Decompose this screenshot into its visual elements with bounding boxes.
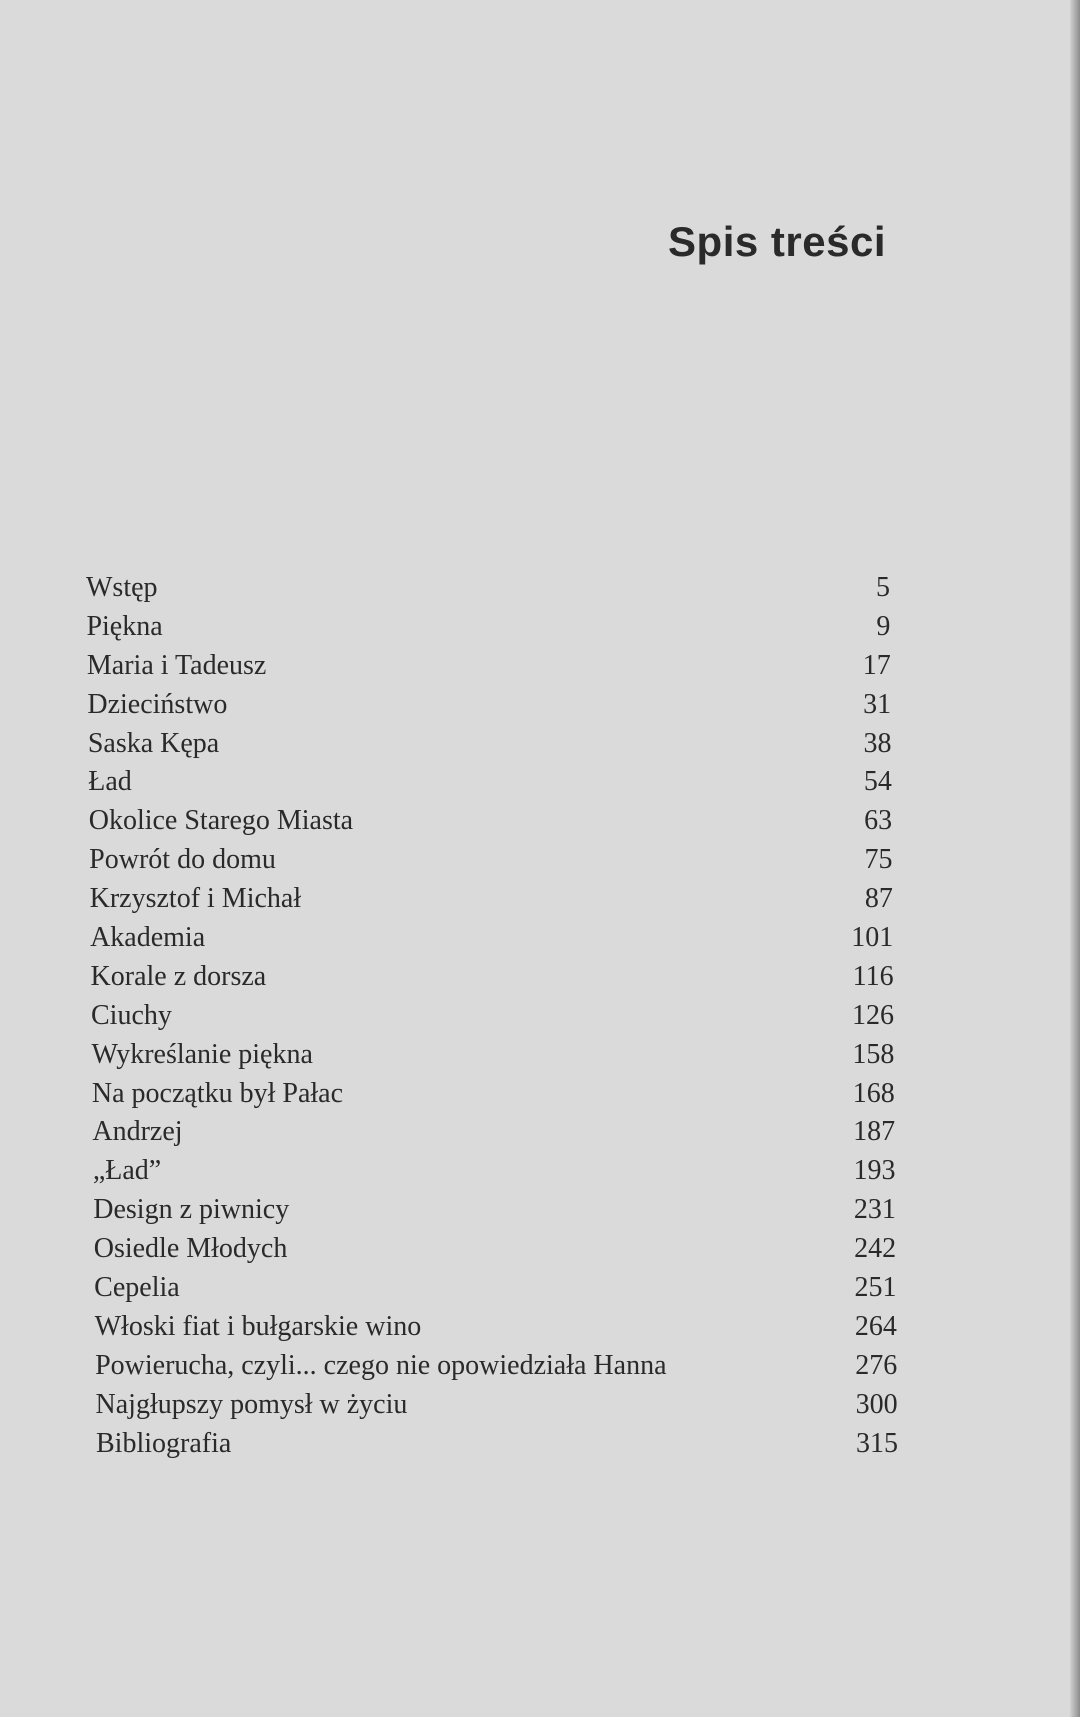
toc-entry-page-number: 54 — [863, 766, 892, 798]
toc-entry — [0, 611, 1080, 650]
toc-entry-page-number: 126 — [852, 999, 894, 1031]
toc-entry — [0, 844, 1080, 883]
table-of-contents — [0, 572, 1080, 1466]
toc-entry-title: Ciuchy — [91, 999, 172, 1031]
toc-entry-page-number: 87 — [864, 883, 893, 915]
toc-entry-page-number: 300 — [855, 1388, 898, 1420]
toc-entry-title: „Ład” — [92, 1155, 162, 1187]
toc-entry-page-number: 63 — [864, 805, 893, 837]
toc-entry — [0, 689, 1080, 728]
toc-entry-title: Włoski fiat i bułgarskie wino — [94, 1310, 422, 1342]
toc-entry-title: Wstęp — [86, 572, 158, 603]
page-title: Spis treści — [668, 218, 886, 265]
toc-entry-title: Akademia — [90, 922, 206, 954]
toc-entry — [0, 766, 1080, 805]
toc-entry — [0, 1000, 1080, 1039]
toc-entry — [0, 1078, 1080, 1117]
toc-entry-page-number: 158 — [852, 1038, 895, 1070]
toc-entry-page-number: 251 — [854, 1272, 897, 1304]
toc-entry-title: Ład — [88, 766, 132, 798]
toc-entry-page-number: 17 — [862, 649, 891, 681]
toc-entry — [0, 1233, 1080, 1272]
toc-entry-page-number: 193 — [853, 1155, 896, 1187]
toc-entry-page-number: 276 — [855, 1349, 898, 1381]
toc-entry — [0, 1039, 1080, 1078]
toc-entry-title: Powrót do domu — [89, 844, 276, 876]
toc-entry-title: Piękna — [86, 610, 163, 642]
toc-entry-title: Najgłupszy pomysł w życiu — [95, 1388, 408, 1420]
toc-entry-title: Wykreślanie piękna — [91, 1038, 313, 1070]
toc-entry — [0, 1272, 1080, 1311]
toc-entry — [0, 1428, 1080, 1467]
toc-entry-page-number: 168 — [852, 1077, 895, 1109]
toc-entry-page-number: 187 — [853, 1116, 896, 1148]
toc-entry-page-number: 315 — [856, 1427, 898, 1459]
toc-entry — [0, 805, 1080, 844]
toc-entry — [0, 650, 1080, 689]
toc-entry-title: Bibliografia — [96, 1427, 232, 1459]
toc-entry-title: Osiedle Młodych — [93, 1233, 288, 1265]
toc-entry-title: Design z piwnicy — [93, 1194, 290, 1226]
toc-entry-page-number: 5 — [876, 572, 890, 603]
toc-entry-title: Okolice Starego Miasta — [88, 805, 354, 837]
toc-entry — [0, 1155, 1080, 1194]
toc-entry-title: Na początku był Pałac — [91, 1077, 344, 1109]
toc-entry-title: Powierucha, czyli... czego nie opowiedziała Hanna — [95, 1349, 667, 1381]
toc-entry-title: Dzieciństwo — [87, 688, 228, 720]
toc-entry — [0, 1311, 1080, 1350]
toc-entry-page-number: 264 — [854, 1310, 897, 1342]
toc-entry — [0, 728, 1080, 767]
toc-entry-page-number: 242 — [854, 1233, 897, 1265]
toc-entry — [0, 572, 1080, 611]
toc-entry-page-number: 231 — [853, 1194, 896, 1226]
toc-entry — [0, 922, 1080, 961]
toc-entry-page-number: 9 — [876, 610, 891, 642]
toc-entry-page-number: 38 — [863, 727, 892, 759]
toc-entry-page-number: 101 — [851, 922, 894, 954]
toc-entry-title: Andrzej — [92, 1116, 183, 1148]
toc-entry — [0, 1116, 1080, 1155]
toc-entry — [0, 1350, 1080, 1389]
toc-entry-title: Korale z dorsza — [90, 960, 267, 992]
toc-entry — [0, 1194, 1080, 1233]
toc-entry-title: Saska Kępa — [87, 727, 220, 759]
toc-entry-page-number: 31 — [863, 688, 892, 720]
toc-entry-title: Cepelia — [94, 1272, 180, 1304]
toc-entry-page-number: 116 — [852, 960, 894, 992]
toc-entry-title: Krzysztof i Michał — [89, 883, 302, 915]
toc-entry — [0, 961, 1080, 1000]
toc-entry-page-number: 75 — [864, 844, 893, 876]
toc-entry — [0, 1389, 1080, 1428]
toc-entry-title: Maria i Tadeusz — [86, 649, 267, 681]
toc-entry — [0, 883, 1080, 922]
